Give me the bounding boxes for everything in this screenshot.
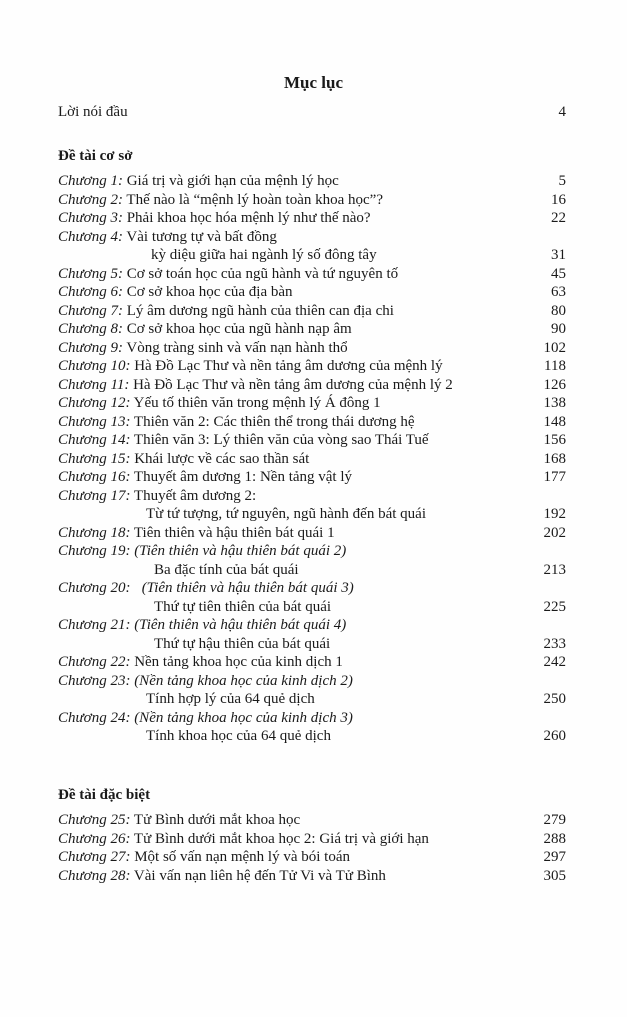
chapter-number: Chương 3: <box>58 210 123 226</box>
toc-entry-continuation: Tính hợp lý của 64 quẻ dịch <box>146 691 315 707</box>
toc-entry[interactable] <box>58 431 566 450</box>
toc-entry[interactable] <box>58 191 566 210</box>
page-number: 213 <box>543 561 566 578</box>
toc-entry[interactable] <box>58 228 566 247</box>
toc-entry-continuation: Tính khoa học của 64 quẻ dịch <box>146 728 331 744</box>
chapter-number: Chương 14: <box>58 432 131 448</box>
page-number: 279 <box>543 812 566 828</box>
page-title: Mục lục <box>283 73 344 92</box>
chapter-number: Chương 28: <box>58 867 131 884</box>
chapter-title: Thuyết âm dương 1: Nền tảng vật lý <box>130 469 353 485</box>
chapter-title: Tiên thiên và hậu thiên bát quái 1 <box>130 524 335 541</box>
toc-entry-continuation: Thứ tự tiên thiên của bát quái <box>154 598 332 615</box>
page-number: 297 <box>543 849 566 865</box>
chapter-title: Tử Bình dưới mắt khoa học 2: Giá trị và giới hạn <box>130 830 429 847</box>
chapter-title: (Tiên thiên và hậu thiên bát quái 4) <box>130 617 347 633</box>
page-number: 45 <box>551 265 566 282</box>
chapter-number: Chương 12: <box>58 395 131 411</box>
chapter-title: Thiên văn 2: Các thiên thể trong thái dương hệ <box>130 413 415 430</box>
chapter-number: Chương 24: <box>58 709 131 726</box>
chapter-title: Vài tương tự và bất đồng <box>122 228 277 245</box>
chapter-number: Chương 22: <box>58 654 131 670</box>
chapter-title: Giá trị và giới hạn của mệnh lý học <box>122 173 339 189</box>
chapter-number: Chương 26: <box>58 830 131 847</box>
preface-row[interactable] <box>58 104 566 121</box>
toc-entry[interactable] <box>58 848 566 867</box>
toc-entry[interactable] <box>58 616 566 635</box>
page-number: 5 <box>558 173 566 189</box>
chapter-title: Phải khoa học hóa mệnh lý như thế nào? <box>122 210 371 226</box>
page-number: 177 <box>543 469 566 485</box>
toc-entry[interactable] <box>58 320 566 339</box>
chapter-number: Chương 15: <box>58 450 131 467</box>
toc-entry[interactable] <box>58 357 566 376</box>
page-number: 242 <box>543 654 566 670</box>
toc-entry[interactable] <box>58 867 566 886</box>
toc-entry[interactable] <box>58 672 566 691</box>
page-number: 260 <box>543 728 566 744</box>
toc-entry[interactable] <box>58 394 566 413</box>
toc-entry[interactable] <box>58 542 566 561</box>
toc-entry[interactable] <box>58 172 566 191</box>
toc-entry[interactable] <box>58 505 566 524</box>
chapter-number: Chương 6: <box>58 284 123 300</box>
toc-entry-continuation: Ba đặc tính của bát quái <box>154 561 299 578</box>
toc-entry[interactable] <box>58 709 566 728</box>
page-number: 305 <box>543 867 566 884</box>
chapter-number: Chương 2: <box>58 191 123 208</box>
toc-entry[interactable] <box>58 413 566 432</box>
toc-entry[interactable] <box>58 598 566 617</box>
chapter-number: Chương 11: <box>58 376 130 393</box>
toc-entry[interactable] <box>58 450 566 469</box>
chapter-title: Cơ sở khoa học của ngũ hành nạp âm <box>122 321 352 337</box>
page-number: 225 <box>543 598 566 615</box>
toc-entry[interactable] <box>58 811 566 830</box>
chapter-title: Khái lược về các sao thần sát <box>130 450 310 467</box>
toc-entry[interactable] <box>58 209 566 228</box>
page-number: 288 <box>543 830 566 847</box>
page-number: 168 <box>543 450 566 467</box>
page-number: 63 <box>551 284 566 300</box>
page-number: 156 <box>543 432 566 448</box>
chapter-title: (Tiên thiên và hậu thiên bát quái 2) <box>130 543 347 559</box>
chapter-number: Chương 8: <box>58 321 123 337</box>
chapter-title: Cơ sở khoa học của địa bàn <box>122 284 293 300</box>
chapter-title: Thế nào là “mệnh lý hoàn toàn khoa học”? <box>122 191 383 208</box>
chapter-title: Một số vấn nạn mệnh lý và bói toán <box>130 849 350 865</box>
toc-entry[interactable] <box>58 727 566 746</box>
toc-entry-continuation: Từ tứ tượng, tứ nguyên, ngũ hành đến bát quái <box>146 506 426 522</box>
chapter-number: Chương 21: <box>58 617 131 633</box>
chapter-title: (Tiên thiên và hậu thiên bát quái 3) <box>130 580 354 596</box>
toc-entry[interactable] <box>58 302 566 321</box>
chapter-number: Chương 16: <box>58 469 131 485</box>
chapter-number: Chương 4: <box>58 228 123 245</box>
preface-label: Lời nói đầu <box>58 104 128 120</box>
chapter-title: Hà Đồ Lạc Thư và nền tảng âm dương của mệnh lý <box>130 358 443 374</box>
chapter-number: Chương 1: <box>58 173 123 189</box>
page-number: 202 <box>543 524 566 541</box>
toc-entry[interactable] <box>58 561 566 580</box>
page-number: 250 <box>543 691 566 707</box>
page-number: 90 <box>551 321 566 337</box>
chapter-number: Chương 23: <box>58 672 131 689</box>
toc-entry-continuation: Thứ tự hậu thiên của bát quái <box>154 635 331 652</box>
page-number: 118 <box>544 358 566 374</box>
page-number: 126 <box>543 376 566 393</box>
toc-entry[interactable] <box>58 468 566 487</box>
page-number: 80 <box>551 302 566 319</box>
page-number: 148 <box>543 413 566 430</box>
chapter-number: Chương 18: <box>58 524 131 541</box>
chapter-number: Chương 13: <box>58 413 131 430</box>
toc-entry[interactable] <box>58 265 566 284</box>
chapter-title: Thuyết âm dương 2: <box>130 487 257 504</box>
toc-entry[interactable] <box>58 283 566 302</box>
page-number: 31 <box>551 247 566 263</box>
chapter-title: (Nền tảng khoa học của kinh dịch 2) <box>130 672 353 689</box>
toc-list-special <box>58 811 566 885</box>
chapter-title: Thiên văn 3: Lý thiên văn của vòng sao Thái Tuế <box>130 432 429 448</box>
chapter-number: Chương 5: <box>58 265 123 282</box>
chapter-title: Vòng tràng sinh và vấn nạn hành thổ <box>122 339 348 356</box>
toc-entry[interactable] <box>58 524 566 543</box>
section-heading-basic: Đề tài cơ sở <box>58 148 133 164</box>
page-number: 16 <box>551 191 566 208</box>
page-number: 102 <box>543 339 566 356</box>
page-number: 22 <box>551 210 566 226</box>
chapter-title: Cơ sở toán học của ngũ hành và tứ nguyên tố <box>122 265 399 282</box>
page-number: 138 <box>543 395 566 411</box>
page-number: 192 <box>543 506 566 522</box>
toc-entry[interactable] <box>58 339 566 358</box>
chapter-number: Chương 27: <box>58 849 131 865</box>
chapter-title: Vài vấn nạn liên hệ đến Tử Vi và Tử Bình <box>130 867 386 884</box>
toc-entry[interactable] <box>58 830 566 849</box>
toc-entry[interactable] <box>58 487 566 506</box>
chapter-number: Chương 19: <box>58 543 131 559</box>
toc-entry[interactable] <box>58 653 566 672</box>
toc-entry[interactable] <box>58 376 566 395</box>
chapter-number: Chương 17: <box>58 487 131 504</box>
toc-entry[interactable] <box>58 635 566 654</box>
chapter-title: Tử Bình dưới mắt khoa học <box>130 812 301 828</box>
chapter-number: Chương 7: <box>58 302 123 319</box>
chapter-title: Nền tảng khoa học của kinh dịch 1 <box>130 654 343 670</box>
chapter-title: Lý âm dương ngũ hành của thiên can địa chi <box>122 302 394 319</box>
section-heading-special: Đề tài đặc biệt <box>58 787 151 803</box>
chapter-number: Chương 25: <box>58 812 131 828</box>
toc-entry-continuation: kỳ diệu giữa hai ngành lý số đông tây <box>151 247 377 263</box>
chapter-number: Chương 9: <box>58 339 123 356</box>
chapter-title: (Nền tảng khoa học của kinh dịch 3) <box>130 709 353 726</box>
page-number: 233 <box>543 635 566 652</box>
preface-page: 4 <box>558 104 566 120</box>
toc-entry[interactable] <box>58 579 566 598</box>
chapter-number: Chương 20: <box>58 580 131 596</box>
chapter-number: Chương 10: <box>58 358 131 374</box>
chapter-title: Hà Đồ Lạc Thư và nền tảng âm dương của mệnh lý 2 <box>129 376 453 393</box>
toc-entry[interactable] <box>58 246 566 265</box>
toc-entry[interactable] <box>58 690 566 709</box>
toc-list-basic <box>58 172 566 746</box>
chapter-title: Yếu tố thiên văn trong mệnh lý Á đông 1 <box>130 395 381 411</box>
